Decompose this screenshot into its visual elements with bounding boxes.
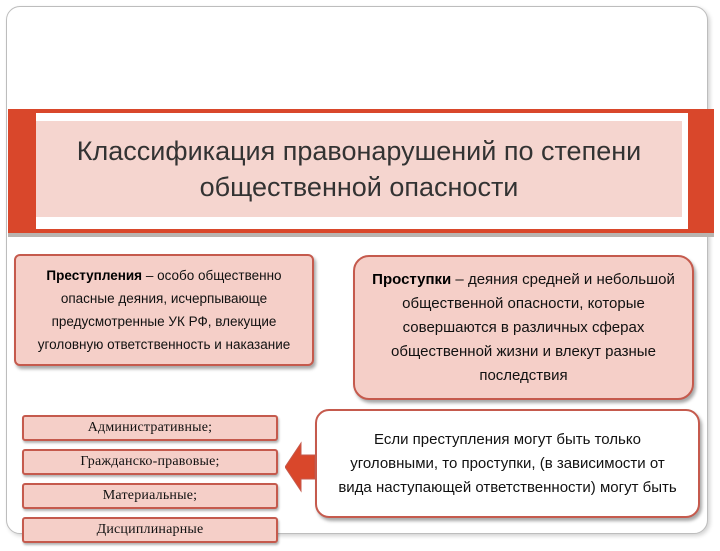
type-material: Материальные;: [22, 483, 278, 509]
misdemeanors-term: Проступки: [372, 270, 452, 288]
slide-title: [36, 121, 682, 217]
slide-title-line-2: общественной опасности: [199, 172, 519, 202]
note-line-1: Если преступления могут быть только: [374, 430, 641, 448]
crimes-definition-line-4: уголовную ответственность и наказание: [37, 337, 291, 352]
misdemeanors-definition-line-2: общественной опасности, которые: [402, 294, 645, 312]
note-line-3: вида наступающей ответственности) могут быть: [338, 478, 677, 496]
misdemeanors-definition-line-1: [372, 268, 675, 292]
misdemeanors-definition-box: [353, 255, 694, 400]
title-band-right-stripe: [688, 109, 714, 233]
type-disciplinary: Дисциплинарные: [22, 517, 278, 543]
note-line-2: уголовными, то проступки, (в зависимости от: [350, 454, 665, 472]
type-civil-law: Гражданско-правовые;: [22, 449, 278, 475]
arrow-left-icon: [285, 439, 315, 495]
crimes-definition-box: [14, 254, 314, 366]
title-band-top-stripe: [8, 109, 714, 113]
misdemeanors-definition-rest: – деяния средней и небольшой: [451, 270, 675, 288]
crimes-term: Преступления: [46, 268, 143, 283]
crimes-definition-line-3: предусмотренные УК РФ, влекущие: [51, 314, 277, 329]
type-administrative: Административные;: [22, 415, 278, 441]
title-band-shadow: [8, 233, 714, 237]
misdemeanors-definition-line-5: последствия: [479, 366, 568, 384]
title-band-left-stripe: [8, 109, 36, 233]
crimes-definition-line-1: [38, 264, 291, 287]
crimes-definition-line-2: опасные деяния, исчерпывающе: [60, 291, 268, 306]
misdemeanors-definition-line-3: совершаются в различных сферах: [402, 318, 645, 336]
misdemeanor-types-list: [22, 415, 278, 551]
note-box: [315, 409, 700, 518]
crimes-definition-rest: – особо общественно: [142, 268, 282, 283]
misdemeanors-definition-line-4: общественной жизни и влекут разные: [391, 342, 656, 360]
slide-title-line-1: Классификация правонарушений по степени: [76, 136, 642, 166]
